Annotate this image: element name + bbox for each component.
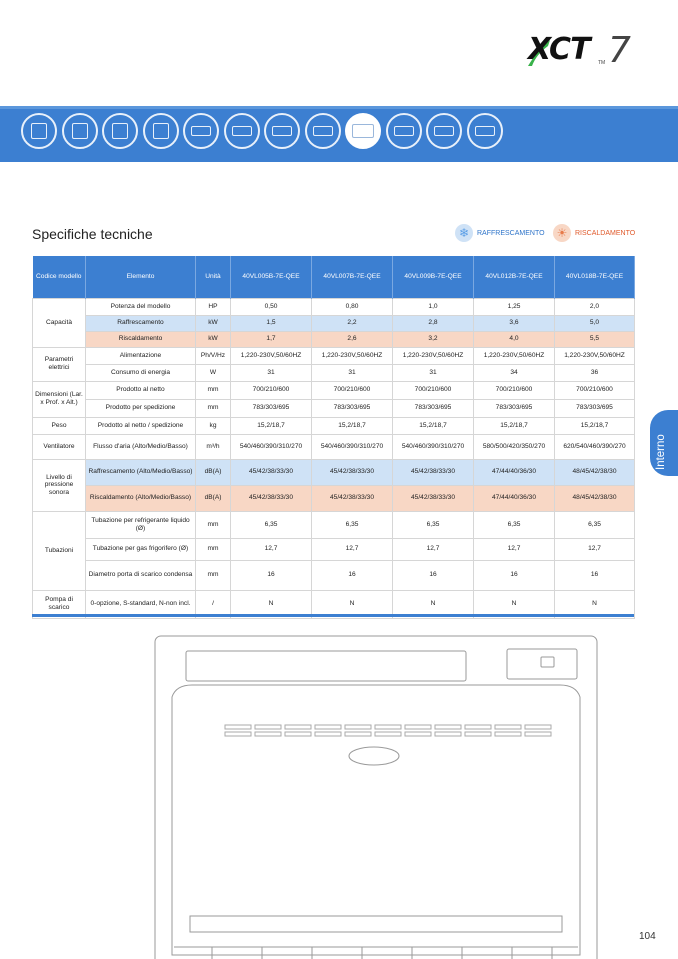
- cell: 2,6: [312, 331, 393, 347]
- cell: 48/45/42/38/30: [555, 485, 635, 511]
- cell: 1,0: [393, 298, 474, 315]
- compact-cassette-icon[interactable]: [62, 113, 98, 149]
- row-unit: dB(A): [196, 485, 231, 511]
- cell: 31: [231, 364, 312, 381]
- row-element: Tubazione per refrigerante liquido (Ø): [86, 511, 196, 538]
- cell: 2,8: [393, 315, 474, 331]
- group-livello: Livello di pressione sonora: [33, 459, 86, 511]
- spec-table: [32, 256, 635, 619]
- header-elemento: Elemento: [86, 256, 196, 298]
- cell: 783/303/695: [231, 399, 312, 417]
- cell: 36: [555, 364, 635, 381]
- cell: 0,50: [231, 298, 312, 315]
- cell: 47/44/40/36/30: [474, 459, 555, 485]
- row-element: Alimentazione: [86, 347, 196, 364]
- cell: 16: [555, 560, 635, 590]
- table-row: [33, 511, 635, 538]
- row-unit: W: [196, 364, 231, 381]
- table-row: [33, 485, 635, 511]
- cell: 540/460/390/310/270: [231, 434, 312, 459]
- group-peso: Peso: [33, 417, 86, 434]
- header-model-009: 40VL009B-7E-QEE: [393, 256, 474, 298]
- row-unit: kW: [196, 331, 231, 347]
- row-element: Raffrescamento (Alto/Medio/Basso): [86, 459, 196, 485]
- cell: 700/210/600: [555, 381, 635, 399]
- cell: 700/210/600: [393, 381, 474, 399]
- cell: 783/303/695: [555, 399, 635, 417]
- cell: 16: [474, 560, 555, 590]
- floor-standing-icon[interactable]: [426, 113, 462, 149]
- row-element: Consumo di energia: [86, 364, 196, 381]
- cell: 1,7: [231, 331, 312, 347]
- side-tab-interno[interactable]: [650, 410, 678, 476]
- cell: 1,5: [231, 315, 312, 331]
- row-unit: mm: [196, 538, 231, 560]
- cell: 45/42/38/33/30: [393, 459, 474, 485]
- row-element: Potenza del modello: [86, 298, 196, 315]
- cell: 34: [474, 364, 555, 381]
- row-element: Flusso d'aria (Alto/Medio/Basso): [86, 434, 196, 459]
- high-static-duct-icon[interactable]: [264, 113, 300, 149]
- snowflake-icon: ❄: [455, 224, 473, 242]
- table-row: [33, 298, 635, 315]
- header-model-012: 40VL012B-7E-QEE: [474, 256, 555, 298]
- ceiling-cassette-icon[interactable]: [102, 113, 138, 149]
- cell: 580/500/420/350/270: [474, 434, 555, 459]
- cassette-unit-icon[interactable]: [21, 113, 57, 149]
- cell: 700/210/600: [474, 381, 555, 399]
- cell: 16: [393, 560, 474, 590]
- row-element: Raffrescamento: [86, 315, 196, 331]
- row-unit: mm: [196, 399, 231, 417]
- legend-cooling: [455, 224, 545, 242]
- cell: 700/210/600: [312, 381, 393, 399]
- legend-heating-label: RISCALDAMENTO: [575, 229, 636, 237]
- cell: 2,0: [555, 298, 635, 315]
- cell: 12,7: [555, 538, 635, 560]
- wall-unit-icon[interactable]: [386, 113, 422, 149]
- cell: N: [555, 590, 635, 618]
- cell: 6,35: [312, 511, 393, 538]
- cell: 16: [312, 560, 393, 590]
- row-element: Prodotto al netto / spedizione: [86, 417, 196, 434]
- row-element: Tubazione per gas frigorifero (Ø): [86, 538, 196, 560]
- row-unit: dB(A): [196, 459, 231, 485]
- cell: 31: [393, 364, 474, 381]
- table-row: [33, 315, 635, 331]
- table-row: [33, 538, 635, 560]
- cell: 15,2/18,7: [474, 417, 555, 434]
- row-unit: /: [196, 590, 231, 618]
- logo-number: 7: [608, 30, 631, 71]
- cell: 0,80: [312, 298, 393, 315]
- row-unit: mm: [196, 560, 231, 590]
- cell: 620/540/460/390/270: [555, 434, 635, 459]
- legend-heating: [553, 224, 635, 242]
- cell: 12,7: [474, 538, 555, 560]
- header-model-007: 40VL007B-7E-QEE: [312, 256, 393, 298]
- table-bottom-rule: [32, 614, 634, 617]
- console-unit-drawing: [152, 635, 600, 959]
- cell: 12,7: [312, 538, 393, 560]
- cell: 31: [312, 364, 393, 381]
- row-element: Riscaldamento (Alto/Medio/Basso): [86, 485, 196, 511]
- table-row: [33, 399, 635, 417]
- cell: 15,2/18,7: [555, 417, 635, 434]
- row-element: Diametro porta di scarico condensa: [86, 560, 196, 590]
- cell: 700/210/600: [231, 381, 312, 399]
- cell: 1,220-230V,50/60HZ: [231, 347, 312, 364]
- cell: N: [393, 590, 474, 618]
- cell: 540/460/390/310/270: [393, 434, 474, 459]
- row-unit: mm: [196, 381, 231, 399]
- duct-unit-icon[interactable]: [183, 113, 219, 149]
- table-row: [33, 434, 635, 459]
- page-title: Specifiche tecniche: [32, 226, 153, 242]
- cell: 1,220-230V,50/60HZ: [474, 347, 555, 364]
- cell: 5,5: [555, 331, 635, 347]
- slim-duct-icon[interactable]: [224, 113, 260, 149]
- table-row: [33, 364, 635, 381]
- band-strip: [0, 106, 678, 109]
- cell: 783/303/695: [312, 399, 393, 417]
- row-element: Prodotto al netto: [86, 381, 196, 399]
- console-unit-icon[interactable]: [345, 113, 381, 149]
- header-codice-modello: Codice modello: [33, 256, 86, 298]
- cell: 48/45/42/38/30: [555, 459, 635, 485]
- page-number: 104: [639, 931, 656, 942]
- header-unita: Unità: [196, 256, 231, 298]
- table-row: [33, 331, 635, 347]
- group-ventilatore: Ventilatore: [33, 434, 86, 459]
- cell: 1,25: [474, 298, 555, 315]
- table-row: [33, 560, 635, 590]
- cell: 16: [231, 560, 312, 590]
- group-tubazioni: Tubazioni: [33, 511, 86, 590]
- cell: 6,35: [231, 511, 312, 538]
- logo-text: XCT: [528, 32, 590, 67]
- table-row: [33, 381, 635, 399]
- logo-tm: TM: [598, 60, 606, 66]
- brand-logo: [528, 32, 638, 72]
- table-row: [33, 347, 635, 364]
- group-capacita: Capacità: [33, 298, 86, 347]
- ahu-unit-icon[interactable]: [467, 113, 503, 149]
- row-element: 0-opzione, S-standard, N-non incl.: [86, 590, 196, 618]
- cell: 45/42/38/33/30: [231, 459, 312, 485]
- cell: 6,35: [555, 511, 635, 538]
- cell: 3,2: [393, 331, 474, 347]
- table-row: [33, 417, 635, 434]
- row-unit: HP: [196, 298, 231, 315]
- row-unit: kW: [196, 315, 231, 331]
- cell: 1,220-230V,50/60HZ: [393, 347, 474, 364]
- header-model-018: 40VL018B-7E-QEE: [555, 256, 635, 298]
- row-unit: mm: [196, 511, 231, 538]
- cell: 15,2/18,7: [231, 417, 312, 434]
- product-icon-row: [21, 113, 503, 153]
- cell: 6,35: [393, 511, 474, 538]
- cell: 3,6: [474, 315, 555, 331]
- cell: 2,2: [312, 315, 393, 331]
- cell: 12,7: [231, 538, 312, 560]
- cell: 1,220-230V,50/60HZ: [312, 347, 393, 364]
- cell: 540/460/390/310/270: [312, 434, 393, 459]
- sun-icon: ☀: [553, 224, 571, 242]
- table-row: [33, 459, 635, 485]
- cell: 45/42/38/33/30: [393, 485, 474, 511]
- group-dimensioni: Dimensioni (Lar. x Prof. x Alt.): [33, 381, 86, 417]
- header-model-005: 40VL005B-7E-QEE: [231, 256, 312, 298]
- cell: 1,220-230V,50/60HZ: [555, 347, 635, 364]
- side-tab-label: Interno: [655, 434, 667, 470]
- row-unit: m³/h: [196, 434, 231, 459]
- cell: 12,7: [393, 538, 474, 560]
- ceiling-floor-icon[interactable]: [305, 113, 341, 149]
- round-cassette-icon[interactable]: [143, 113, 179, 149]
- legend-cooling-label: RAFFRESCAMENTO: [477, 229, 545, 237]
- cell: N: [312, 590, 393, 618]
- cell: N: [474, 590, 555, 618]
- cell: 47/44/40/36/30: [474, 485, 555, 511]
- cell: 5,0: [555, 315, 635, 331]
- row-element: Riscaldamento: [86, 331, 196, 347]
- cell: 4,0: [474, 331, 555, 347]
- row-unit: kg: [196, 417, 231, 434]
- table-header-row: [33, 256, 635, 298]
- group-parametri: Parametri elettrici: [33, 347, 86, 381]
- cell: 15,2/18,7: [393, 417, 474, 434]
- row-element: Prodotto per spedizione: [86, 399, 196, 417]
- cell: 45/42/38/33/30: [231, 485, 312, 511]
- cell: 783/303/695: [393, 399, 474, 417]
- cell: 6,35: [474, 511, 555, 538]
- cell: 45/42/38/33/30: [312, 459, 393, 485]
- cell: 783/303/695: [474, 399, 555, 417]
- row-unit: Ph/V/Hz: [196, 347, 231, 364]
- group-pompa: Pompa di scarico: [33, 590, 86, 618]
- cell: 15,2/18,7: [312, 417, 393, 434]
- cell: N: [231, 590, 312, 618]
- cell: 45/42/38/33/30: [312, 485, 393, 511]
